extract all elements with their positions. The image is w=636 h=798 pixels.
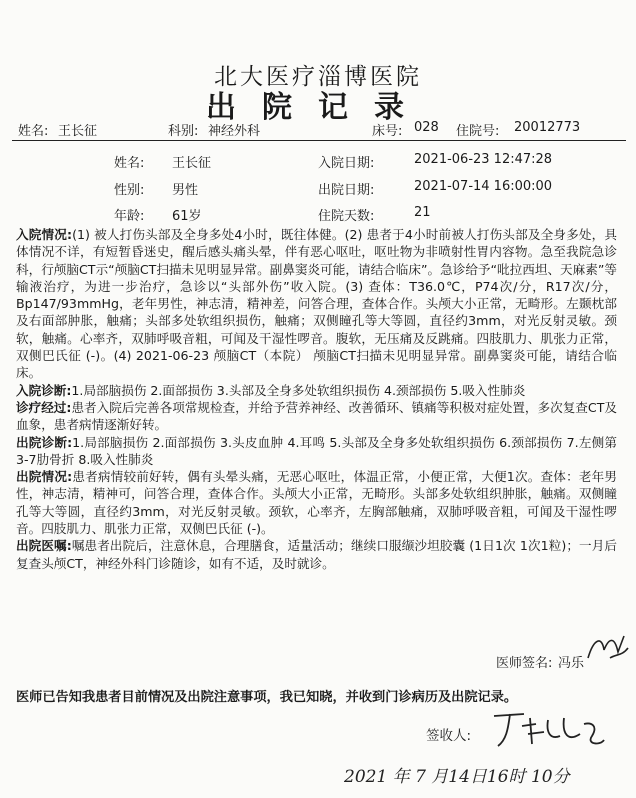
patient-acknowledgement: 医师已告知我患者目前情况及出院注意事项，我已知晓，并收到门诊病历及出院记录。 [16, 690, 518, 705]
patient-age-label: 年龄: [114, 209, 145, 224]
header-bed-value: 028 [414, 120, 439, 135]
discharge-diagnosis-section [16, 434, 617, 469]
patient-name-value: 王长征 [172, 156, 212, 171]
admit-date-value: 2021-06-23 12:47:28 [414, 152, 553, 167]
discharge-date-value: 2021-07-14 16:00:00 [414, 179, 553, 194]
header-inpatient-no-value: 20012773 [514, 120, 581, 135]
receiver-signature [488, 706, 608, 752]
record-body [16, 226, 617, 572]
admit-diagnosis-section [16, 382, 617, 399]
admit-date-label: 入院日期: [318, 156, 375, 171]
admission-label: 入院情况: [16, 227, 73, 242]
patient-gender-label: 性别: [114, 183, 145, 198]
patient-age-value: 61岁 [172, 209, 202, 224]
admission-text: (1) 被人打伤头部及全身多处4小时，既往体健。(2) 患者于4小时前被人打伤头部及全身多处，具体情况不详，有短暂昏迷史，醒后感头痛头晕，伴有恶心呕吐，呕吐物为非喷射性胃内容物。急至我院急诊科，行颅脑CT示“颅脑CT扫描未见明显异常。副鼻窦炎可能，请结合临床”。急诊给予“吡拉西坦、天麻素”等输液治疗，为进一步治疗，急诊以“头部外伤”收入院。(3) 查体：T36.0℃，P74次/分，R17次/分，Bp147/93mmHg，老年男性，神志清，精神差，问答合理，查体合作。头颅大小正常，无畸形。左颞枕部及右面部肿胀，触痛；头部多处软组织损伤，触痛；双侧瞳孔等大等圆，直径约3mm，对光反射灵敏。颈软，触痛。心率齐，双肺呼吸音粗，可闻及干湿性啰音。腹软，无压痛及反跳痛。四肢肌力、肌张力正常，双侧巴氏征 (-)。(4) 2021-06-23 颅脑CT（本院） 颅脑CT扫描未见明显异常。副鼻窦炎可能，请结合临床。 [16, 227, 617, 381]
treatment-course-label: 诊疗经过: [16, 399, 72, 415]
discharge-orders-text: 嘱患者出院后，注意休息，合理膳食，适量活动；继续口服缬沙坦胶囊 (1日1次 1次1粒)；一月后复查头颅CT，神经外科门诊随诊，如有不适，及时就诊。 [16, 538, 617, 571]
header-inpatient-no-label: 住院号: [456, 124, 500, 139]
hospital-name: 北大医疗淄博医院 [214, 64, 422, 90]
header-name-label: 姓名: [18, 124, 49, 139]
patient-name-label: 姓名: [114, 156, 145, 171]
doctor-signature [584, 628, 632, 668]
header-info-bar [12, 118, 626, 141]
discharge-status-section [16, 468, 617, 537]
admit-diagnosis-label: 入院诊断: [16, 382, 72, 398]
discharge-date-label: 出院日期: [318, 183, 375, 198]
handwritten-sign-date: 2021 年 7 月14日16时 10分 [344, 767, 570, 787]
patient-gender-value: 男性 [172, 183, 199, 198]
header-dept-value: 神经外科 [208, 124, 261, 139]
doctor-sign-label: 医师签名: [496, 656, 553, 671]
stay-days-value: 21 [414, 205, 431, 220]
doctor-name: 冯乐 [558, 656, 585, 671]
receiver-label: 签收人: [426, 728, 472, 744]
header-dept-label: 科别: [168, 124, 199, 139]
header-name-value: 王长征 [58, 124, 98, 139]
discharge-status-text: 患者病情较前好转，偶有头晕头痛，无恶心呕吐，体温正常，小便正常，大便1次。查体：老年男性，神志清，精神可，问答合理，查体合作。头颅大小正常，无畸形。头部多处软组织肿胀，触痛。双侧瞳孔等大等圆，直径约3mm，对光反射灵敏。颈软，心率齐，左胸部触痛，双肺呼吸音粗，可闻及干湿性啰音。四肢肌力、肌张力正常，双侧巴氏征 (-)。 [16, 469, 617, 537]
stay-days-label: 住院天数: [318, 209, 375, 224]
discharge-diagnosis-text: 1.局部脑损伤 2.面部损伤 3.头皮血肿 4.耳鸣 5.头部及全身多处软组织损伤 6.颈部损伤 7.左侧第3-7肋骨折 8.吸入性肺炎 [16, 434, 617, 467]
document-title: 出院记录 [206, 90, 430, 125]
header-bed-label: 床号: [372, 124, 403, 139]
admit-diagnosis-text: 1.局部脑损伤 2.面部损伤 3.头部及全身多处软组织损伤 4.颈部损伤 5.吸入性肺炎 [71, 382, 526, 398]
discharge-status-label: 出院情况: [16, 469, 73, 485]
discharge-diagnosis-label: 出院诊断: [16, 434, 73, 450]
treatment-course-text: 患者入院后完善各项常规检查，并给予营养神经、改善循环、镇痛等积极对症处置，多次复查CT及血象，患者病情逐渐好转。 [16, 399, 617, 433]
treatment-course-section [16, 399, 617, 434]
admission-section [16, 226, 617, 382]
discharge-orders-section [16, 537, 617, 572]
discharge-orders-label: 出院医嘱: [16, 538, 72, 554]
